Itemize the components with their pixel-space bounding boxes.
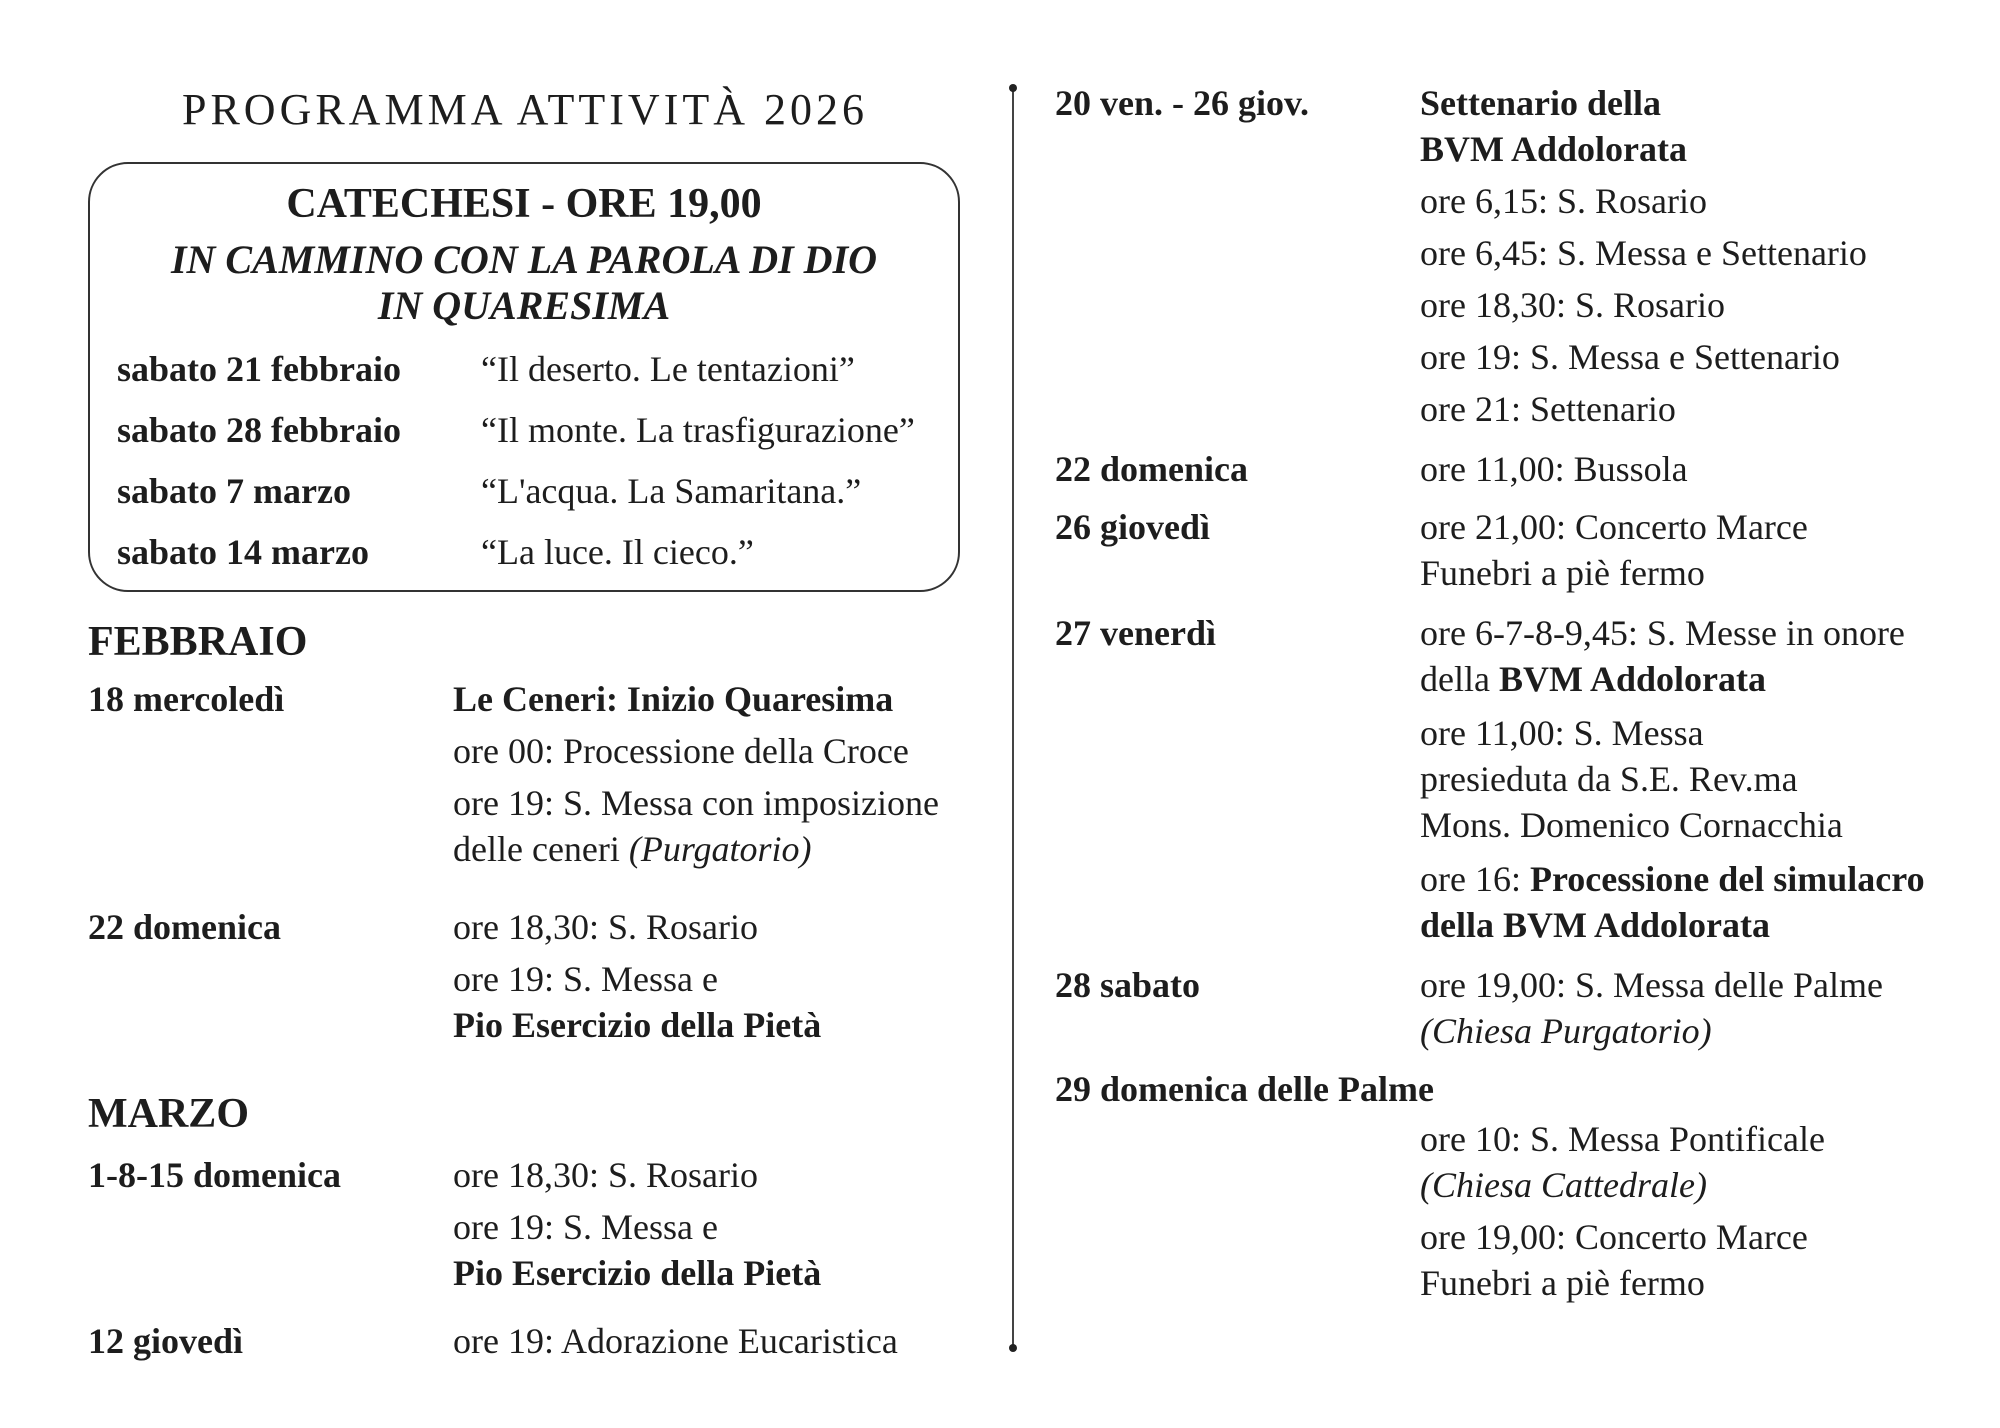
r-20-line-3: ore 18,30: S. Rosario [1420, 285, 1725, 325]
r-29-line-3: ore 19,00: Concerto Marce [1420, 1217, 1808, 1257]
catechesi-subtitle-2: IN QUARESIMA [377, 283, 671, 328]
divider-bottom-dot [1009, 1344, 1017, 1352]
catechesi-date-3: sabato 7 marzo [117, 471, 351, 511]
month-heading-febbraio: FEBBRAIO [88, 619, 308, 665]
r-27-line-2-b: BVM Addolorata [1498, 659, 1766, 699]
feb-18-line-3-place: (Purgatorio) [628, 829, 812, 869]
r-22-date: 22 domenica [1055, 449, 1248, 489]
feb-22-line-1: ore 18,30: S. Rosario [453, 907, 758, 947]
r-27-line-3: ore 11,00: S. Messa [1420, 713, 1704, 753]
r-27-line-7: della BVM Addolorata [1420, 905, 1771, 945]
feb-18-line-3 [453, 826, 812, 872]
r-26-line-1: ore 21,00: Concerto Marce [1420, 507, 1808, 547]
catechesi-date-1: sabato 21 febbraio [117, 349, 402, 389]
r-27-line-4: presieduta da S.E. Rev.ma [1420, 759, 1798, 799]
feb-18-date: 18 mercoledì [88, 679, 285, 719]
mar-12-line-1: ore 19: Adorazione Eucaristica [453, 1321, 898, 1361]
r-28-line-1: ore 19,00: S. Messa delle Palme [1420, 965, 1883, 1005]
feb-22-line-2: ore 19: S. Messa e [453, 959, 718, 999]
feb-18-line-1: ore 00: Processione della Croce [453, 731, 909, 771]
feb-18-line-3-text: delle ceneri [453, 829, 620, 869]
r-27-line-1: ore 6-7-8-9,45: S. Messe in onore [1420, 613, 1905, 653]
r-29-line-1: ore 10: S. Messa Pontificale [1420, 1119, 1825, 1159]
catechesi-topic-4: “La luce. Il cieco.” [481, 532, 754, 572]
catechesi-subtitle-1: IN CAMMINO CON LA PAROLA DI DIO [170, 237, 878, 282]
r-27-line-6-b: Processione del simulacro [1529, 859, 1925, 899]
mar-1-date: 1-8-15 domenica [88, 1155, 341, 1195]
r-29-date: 29 domenica delle Palme [1055, 1069, 1434, 1109]
catechesi-topic-1: “Il deserto. Le tentazioni” [481, 349, 855, 389]
r-20-title-2: BVM Addolorata [1420, 129, 1688, 169]
r-29-line-4: Funebri a piè fermo [1420, 1263, 1705, 1303]
r-27-line-2 [1420, 656, 1766, 702]
mar-1-line-3: Pio Esercizio della Pietà [453, 1253, 822, 1293]
r-29-line-2: (Chiesa Cattedrale) [1420, 1165, 1707, 1205]
r-20-line-4: ore 19: S. Messa e Settenario [1420, 337, 1840, 377]
r-27-line-6-a: ore 16: [1420, 859, 1530, 899]
mar-12-date: 12 giovedì [88, 1321, 244, 1361]
feb-22-line-3: Pio Esercizio della Pietà [453, 1005, 822, 1045]
catechesi-heading: CATECHESI - ORE 19,00 [286, 181, 762, 227]
r-27-line-5: Mons. Domenico Cornacchia [1420, 805, 1843, 845]
r-20-line-1: ore 6,15: S. Rosario [1420, 181, 1707, 221]
mar-1-line-1: ore 18,30: S. Rosario [453, 1155, 758, 1195]
divider-top-dot [1009, 84, 1017, 92]
month-heading-marzo: MARZO [88, 1091, 249, 1137]
r-27-line-6 [1420, 856, 1925, 902]
r-20-line-5: ore 21: Settenario [1420, 389, 1676, 429]
catechesi-date-2: sabato 28 febbraio [117, 410, 402, 450]
r-26-date: 26 giovedì [1055, 507, 1211, 547]
r-20-line-2: ore 6,45: S. Messa e Settenario [1420, 233, 1867, 273]
r-27-line-2-a: della [1420, 659, 1499, 699]
page-title: PROGRAMMA ATTIVITÀ 2026 [181, 85, 869, 134]
catechesi-topic-2: “Il monte. La trasfigurazione” [481, 410, 915, 450]
r-28-date: 28 sabato [1055, 965, 1201, 1005]
catechesi-topic-3: “L'acqua. La Samaritana.” [481, 471, 862, 511]
r-28-line-2: (Chiesa Purgatorio) [1420, 1011, 1712, 1051]
r-27-date: 27 venerdì [1055, 613, 1216, 653]
feb-18-line-2: ore 19: S. Messa con imposizione [453, 783, 939, 823]
mar-1-line-2: ore 19: S. Messa e [453, 1207, 718, 1247]
r-26-line-2: Funebri a piè fermo [1420, 553, 1705, 593]
column-divider [1012, 88, 1014, 1350]
r-20-date: 20 ven. - 26 giov. [1055, 83, 1310, 123]
feb-18-title: Le Ceneri: Inizio Quaresima [453, 679, 894, 719]
r-20-title-1: Settenario della [1420, 83, 1661, 123]
r-22-line-1: ore 11,00: Bussola [1420, 449, 1688, 489]
catechesi-date-4: sabato 14 marzo [117, 532, 369, 572]
feb-22-date: 22 domenica [88, 907, 281, 947]
